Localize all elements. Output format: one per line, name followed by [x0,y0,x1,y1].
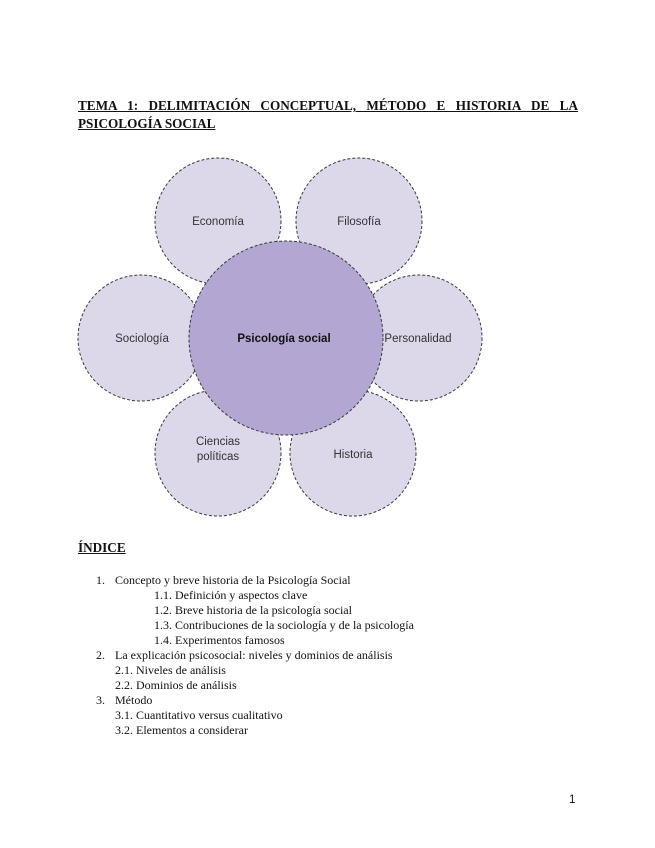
toc-text: 3.1. Cuantitativo versus cualitativo [115,708,283,722]
toc-item-1 [96,573,351,588]
label-ciencias-line-2: políticas [196,451,240,463]
index-heading: ÍNDICE [78,540,126,555]
toc-text: 1.3. Contribuciones de la sociología y de la psicología [154,618,414,632]
toc-text: 3.2. Elementos a considerar [115,723,248,737]
toc-item-1-4 [154,633,285,648]
toc-text: 1.4. Experimentos famosos [154,633,285,647]
toc-item-2-1 [115,663,226,678]
page-title [78,97,578,133]
toc-number: 2. [96,648,105,662]
toc-item-2-2 [115,678,237,693]
toc-item-1-3 [154,618,414,633]
title-line-2: PSICOLOGÍA SOCIAL [78,116,216,131]
toc-text: La explicación psicosocial: niveles y dominios de análisis [115,648,393,662]
toc-text: 2.2. Dominios de análisis [115,678,237,692]
toc-text: Método [115,693,153,707]
toc-text: 2.1. Niveles de análisis [115,663,226,677]
label-economia: Economía [192,216,244,228]
label-historia: Historia [333,449,373,461]
label-personalidad: Personalidad [384,333,452,345]
label-ciencias-line-1: Ciencias [195,436,241,448]
toc-text: 1.1. Definición y aspectos clave [154,588,308,602]
toc-item-1-1 [154,588,307,603]
toc-text: Concepto y breve historia de la Psicología Social [115,573,351,587]
toc-item-1-2 [154,603,352,618]
concept-diagram [70,150,490,525]
title-line-1: TEMA 1: DELIMITACIÓN CONCEPTUAL, MÉTODO E HISTORIA DE LA [78,98,578,113]
toc-text: 1.2. Breve historia de la psicología social [154,603,352,617]
label-center: Psicología social [237,333,331,345]
page-number: 1 [569,794,576,806]
toc-item-3-1 [115,708,283,723]
toc-item-2 [96,648,393,663]
toc-item-3-2 [115,723,248,738]
toc-item-3 [96,693,152,708]
toc-number: 3. [96,693,105,707]
label-sociologia: Sociología [115,333,169,345]
label-filosofia: Filosofía [337,216,381,228]
toc-number: 1. [96,573,105,587]
